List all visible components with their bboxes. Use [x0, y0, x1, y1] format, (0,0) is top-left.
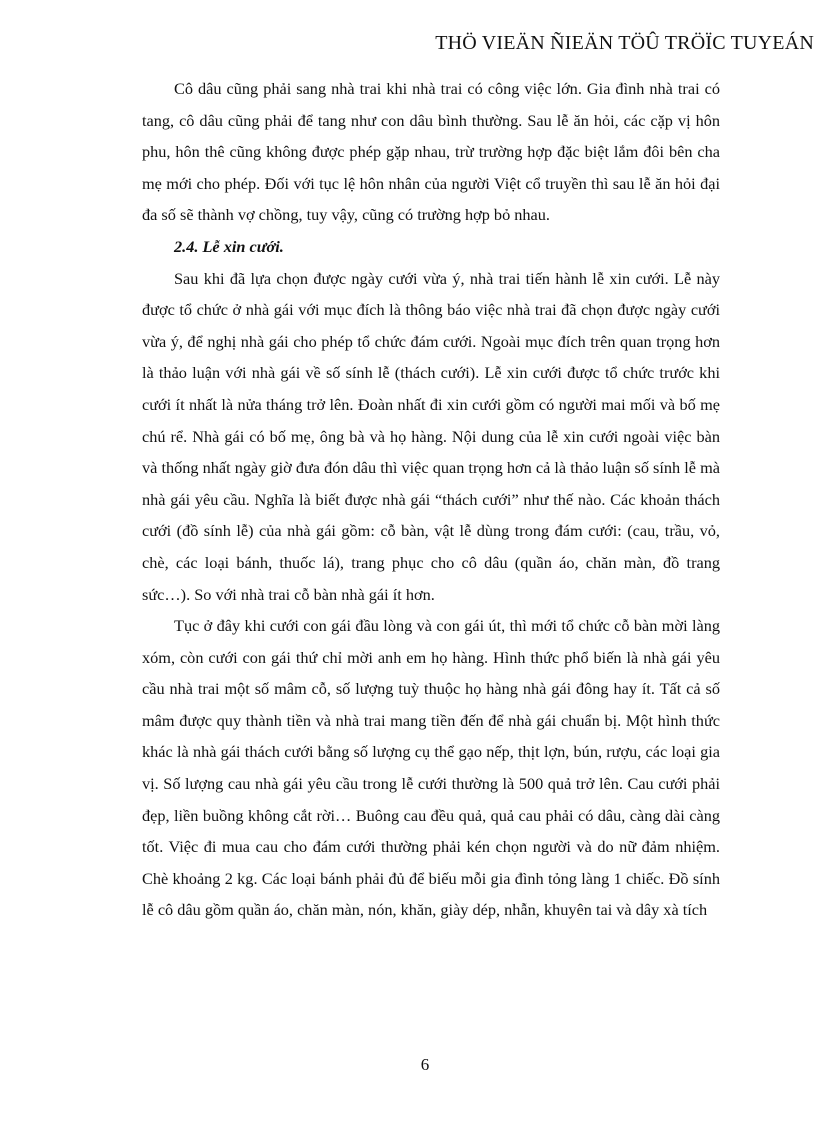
paragraph-3: Tục ở đây khi cưới con gái đầu lòng và con gái út, thì mới tổ chức cỗ bàn mời làng xóm, còn cưới con gái thứ chỉ mời anh em họ hàng. Hình thức phổ biến là nhà gái yêu cầu nhà trai một số mâm cỗ, số lượng tuỳ thuộc họ hàng nhà gái đông hay ít. Tất cả số mâm được quy thành tiền và nhà trai mang tiền đến để nhà gái chuẩn bị. Một hình thức khác là nhà gái thách cưới bằng số lượng cụ thể gạo nếp, thịt lợn, bún, rượu, các loại gia vị. Số lượng cau nhà gái yêu cầu trong lễ cưới thường là 500 quả trở lên. Cau cưới phải đẹp, liền buồng không cắt rời… Buông cau đều quả, quả cau phải có dâu, càng dài càng tốt. Việc đi mua cau cho đám cưới thường phải kén chọn người và do nữ đảm nhiệm. Chè khoảng 2 kg. Các loại bánh phải đủ để biếu mỗi gia đình tỏng làng 1 chiếc. Đồ sính lễ cô dâu gồm quần áo, chăn màn, nón, khăn, giày dép, nhẫn, khuyên tai và dây xà tích: [142, 616, 720, 920]
paragraph-2: Sau khi đã lựa chọn được ngày cưới vừa ý, nhà trai tiến hành lễ xin cưới. Lễ này được tổ chức ở nhà gái với mục đích là thông báo việc nhà trai đã chọn được ngày cưới vừa ý, để nghị nhà gái cho phép tổ chức đám cưới. Ngoài mục đích trên quan trọng hơn là thảo luận với nhà gái về số sính lễ (thách cưới). Lễ xin cưới được tổ chức trước khi cưới ít nhất là nửa tháng trở lên. Đoàn nhất đi xin cưới gồm có người mai mối và bố mẹ chú rể. Nhà gái có bố mẹ, ông bà và họ hàng. Nội dung của lễ xin cưới ngoài việc bàn và thống nhất ngày giờ đưa đón dâu thì việc quan trọng hơn cả là thảo luận số sính lễ mà nhà gái yêu cầu. Nghĩa là biết được nhà gái “thách cưới” như thế nào. Các khoản thách cưới (đồ sính lễ) của nhà gái gồm: cỗ bàn, vật lễ dùng trong đám cưới: (cau, trầu, vỏ, chè, các loại bánh, thuốc lá), trang phục cho cô dâu (quần áo, chăn màn, đồ trang sức…). So với nhà trai cỗ bàn nhà gái ít hơn.: [142, 268, 720, 604]
section-title: 2.4. Lễ xin cưới.: [174, 236, 284, 256]
page-header: THÖ VIEÄN ÑIEÄN TÖÛ TRÖÏC TUYEÁN: [435, 32, 814, 54]
page-number: 6: [420, 1055, 430, 1074]
body-text: [142, 73, 720, 926]
paragraph-1: Cô dâu cũng phải sang nhà trai khi nhà trai có công việc lớn. Gia đình nhà trai có tang, cô dâu cũng phải để tang như con dâu bình thường. Sau lễ ăn hỏi, các cặp vị hôn phu, hôn thê cũng không được phép gặp nhau, trừ trường hợp đặc biệt lắm đôi bên cha mẹ mới cho phép. Đối với tục lệ hôn nhân của người Việt cổ truyền thì sau lễ ăn hỏi đại đa số sẽ thành vợ chồng, tuy vậy, cũng có trường hợp bỏ nhau.: [142, 79, 720, 225]
